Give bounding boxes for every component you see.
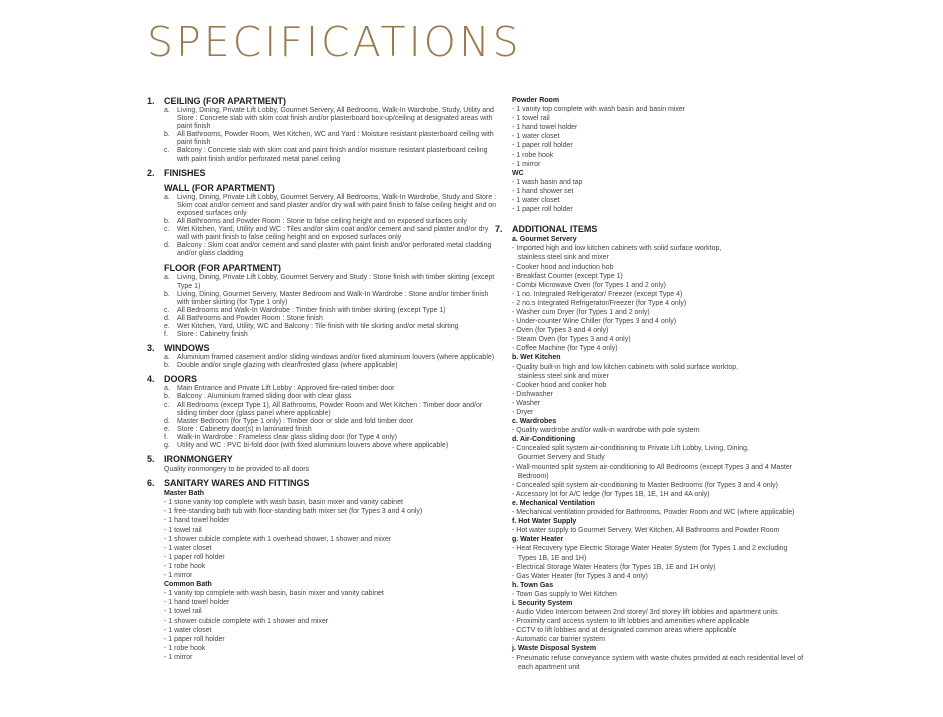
section-title: ADDITIONAL ITEMS xyxy=(512,224,598,235)
list-line: stainless steel sink and mixer xyxy=(512,372,609,380)
group-title: Master Bath xyxy=(164,490,205,498)
item-text: Living, Dining, Gourmet Servery, Master Bedroom and Walk-In Wardrobe : Stone and/or timber finish with timber skirting (for Type 1 only) xyxy=(177,290,489,306)
list-line: - 1 paper roll holder xyxy=(164,635,225,643)
item-text: Utility and WC : PVC bi-fold door (with fixed aluminium louvers above where applicable) xyxy=(177,442,449,449)
section-number: 5. xyxy=(147,454,155,465)
section-body xyxy=(164,96,497,164)
section-number: 3. xyxy=(147,343,155,354)
section-body xyxy=(164,168,497,340)
item-text: Main Entrance and Private Lift Lobby : Approved fire-rated timber door xyxy=(177,385,395,393)
list-line: - 1 mirror xyxy=(164,653,193,661)
spec-item xyxy=(164,434,497,442)
list-line: - 1 robe hook xyxy=(164,644,206,652)
item-letter: b. xyxy=(164,362,170,370)
list-line: - 1 hand towel holder xyxy=(164,599,230,607)
section-number: 2. xyxy=(147,167,155,178)
spec-section xyxy=(147,96,497,164)
spec-item xyxy=(164,402,497,418)
list-line: - 1 shower cubicle complete with 1 shower and mixer xyxy=(164,617,329,625)
right-column xyxy=(495,96,820,674)
list-line: - Dryer xyxy=(512,409,534,416)
sanitary-continued xyxy=(495,96,820,214)
section-number: 7. xyxy=(495,224,503,235)
section-number: 6. xyxy=(147,478,155,489)
item-letter: c. xyxy=(164,226,170,234)
item-letter: d. xyxy=(164,242,170,250)
item-letter: c. xyxy=(164,401,170,409)
group-title: Common Bath xyxy=(164,581,212,589)
spec-item xyxy=(164,442,497,450)
list-line: - Imported high and low kitchen cabinets with solid surface worktop, xyxy=(512,245,722,253)
list-line: - Quality built-in high and low kitchen cabinets with solid surface worktop, xyxy=(512,363,739,371)
item-letter: e. xyxy=(164,322,170,330)
list-line: - 1 towel rail xyxy=(164,526,202,534)
list-line: - 2 no.s Integrated Refrigerator/Freezer (for Type 4 only) xyxy=(512,299,687,307)
spec-section xyxy=(495,224,820,672)
section-title: CEILING (FOR APARTMENT) xyxy=(164,96,286,106)
item-text: Living, Dining, Private Lift Lobby, Gourmet Servery and Study : Stone finish with timber skirting (except Type 1) xyxy=(177,274,495,290)
item-text: Walk-In Wardrobe : Frameless clear glass sliding door (for Type 4 only) xyxy=(177,433,397,441)
list-line: - 1 vanity top complete with wash basin and basin mixer xyxy=(512,106,686,114)
spec-item xyxy=(164,291,497,307)
section-number: 4. xyxy=(147,374,155,385)
item-letter: d. xyxy=(164,314,170,322)
spec-item xyxy=(164,226,497,242)
list-line: - 1 mirror xyxy=(512,160,541,168)
spec-item xyxy=(164,426,497,434)
list-line: - 1 mirror xyxy=(164,572,193,580)
section-title: IRONMONGERY xyxy=(164,454,233,465)
list-line: - Cooker hood and induction hob xyxy=(512,263,614,271)
spec-item xyxy=(164,418,497,426)
list-line: - Dishwasher xyxy=(512,390,553,398)
list-line: - 1 no. Integrated Refrigerator/ Freezer (except Type 4) xyxy=(512,290,683,298)
item-letter: a. xyxy=(164,107,170,114)
item-letter: a. xyxy=(164,385,170,393)
spec-item xyxy=(164,315,497,323)
list-line: - Under-counter Wine Chiller (for Types 3 and 4 only) xyxy=(512,318,677,326)
list-line: - Mechanical ventilation provided for Bathrooms, Powder Room and WC (where applicable) xyxy=(512,509,795,517)
spec-item xyxy=(164,218,497,226)
item-letter: b. xyxy=(164,290,170,298)
item-letter: g. xyxy=(164,442,170,449)
list-line: - Gas Water Heater (for Types 3 and 4 only) xyxy=(512,572,648,580)
spec-section xyxy=(147,478,497,662)
list-line: - 1 water closet xyxy=(164,544,212,552)
spec-item xyxy=(164,107,497,131)
item-text: All Bathrooms, Powder Room, Wet Kitchen, WC and Yard : Moisture resistant plasterboard ceiling with paint finish xyxy=(177,131,494,147)
item-text: Balcony : Skim coat and/or cement and sand plaster with paint finish and/or perforated metal cladding and/or glass cladding xyxy=(177,242,492,258)
list-line: - 1 towel rail xyxy=(164,608,202,616)
item-text: Wet Kitchen, Yard, Utility, WC and Balcony : Tile finish with tile skirting and/or metal skirting xyxy=(177,322,459,330)
list-line: - Combi Microwave Oven (for Types 1 and 2 only) xyxy=(512,281,666,289)
list-line: Gourmet Servery and Study xyxy=(512,454,605,462)
list-line: - Heat Recovery type Electric Storage Water Heater System (for Types 1 and 2 excluding xyxy=(512,545,788,553)
item-text: Store : Cabinetry finish xyxy=(177,331,248,339)
spec-item xyxy=(164,131,497,147)
group-title: b. Wet Kitchen xyxy=(512,354,561,362)
item-letter: b. xyxy=(164,393,170,401)
item-text: Master Bedroom (for Type 1 only) : Timber door or slide and fold timber door xyxy=(177,417,414,425)
group-title: f. Hot Water Supply xyxy=(512,518,577,526)
list-line: - Cooker hood and cooker hob xyxy=(512,381,607,389)
spec-section xyxy=(147,454,497,474)
list-line: - 1 robe hook xyxy=(164,562,206,570)
list-line: - 1 hand towel holder xyxy=(164,517,230,525)
item-letter: f. xyxy=(164,331,168,339)
item-text: All Bedrooms and Walk-In Wardrobe : Timber finish with timber skirting (except Type 1) xyxy=(177,306,446,314)
list-line: - Electrical Storage Water Heaters (for Types 1B, 1E and 1H only) xyxy=(512,563,716,571)
group-title: g. Water Heater xyxy=(512,536,564,544)
list-line: - 1 wash basin and tap xyxy=(512,178,583,186)
spec-section xyxy=(147,168,497,340)
item-text: Aluminium framed casement and/or sliding windows and/or fixed aluminium louvers (where applicable) xyxy=(177,354,495,362)
item-text: Wet Kitchen, Yard, Utility and WC : Tiles and/or skim coat and/or cement and sand plaster and/or dry wall with paint finish to false ceiling height and on exposed surfaces only xyxy=(177,226,489,242)
section-title: DOORS xyxy=(164,374,198,385)
item-text: Living, Dining, Private Lift Lobby, Gourmet Servery, All Bedrooms, Walk-In Wardrobe, Study, Utility and Store : Concrete slab with skim coat finish and/or plasterboard box-up/ceiling at designated areas with paint finish xyxy=(177,107,494,131)
list-line: - Quality wardrobe and/or walk-in wardrobe with pole system xyxy=(512,427,700,435)
section-number: 1. xyxy=(147,96,155,106)
section-body xyxy=(164,454,497,474)
item-text: Balcony : Concrete slab with skim coat and paint finish and/or moisture resistant plasterboard ceiling with paint finish and/or perforated metal panel ceiling xyxy=(177,147,488,163)
item-letter: b. xyxy=(164,131,170,139)
spec-item xyxy=(164,393,497,401)
list-line: - Concealed split system air-conditioning to Master Bedrooms (for Types 3 and 4 only) xyxy=(512,481,778,489)
item-text: All Bedrooms (except Type 1), All Bathrooms, Powder Room and Wet Kitchen : Timber door and/or sliding timber door (glass panel where applicable) xyxy=(177,401,483,417)
group-title: d. Air-Conditioning xyxy=(512,436,576,444)
list-line: - Hot water supply to Gourmet Servery, Wet Kitchen, All Bathrooms and Powder Room xyxy=(512,527,780,535)
list-line: - 1 shower cubicle complete with 1 overhead shower, 1 shower and mixer xyxy=(164,535,392,543)
list-line: - Accessory lot for A/C ledge (for Types 1B, 1E, 1H and 4A only) xyxy=(512,490,710,498)
list-line: - 1 water closet xyxy=(512,197,560,205)
item-letter: c. xyxy=(164,306,170,314)
spec-item xyxy=(164,274,497,290)
list-line: Types 1B, 1E and 1H) xyxy=(512,554,587,562)
item-letter: e. xyxy=(164,425,170,433)
list-line: - Steam Oven (for Types 3 and 4 only) xyxy=(512,336,631,344)
list-line: - 1 paper roll holder xyxy=(512,142,573,150)
spec-item xyxy=(164,323,497,331)
list-line: - 1 free-standing bath tub with floor-standing bath mixer set (for Types 3 and 4 only) xyxy=(164,508,423,516)
spec-item xyxy=(164,362,497,370)
spec-item xyxy=(164,147,497,163)
section-body xyxy=(164,374,497,450)
page-title: SPECIFICATIONS xyxy=(147,18,522,66)
list-line: - 1 vanity top complete with wash basin, basin mixer and vanity cabinet xyxy=(164,590,384,598)
list-line: each apartment unit xyxy=(512,663,580,671)
list-line: stainless steel sink and mixer xyxy=(512,254,609,262)
list-line: - Town Gas supply to Wet Kitchen xyxy=(512,590,617,598)
list-line: - Washer xyxy=(512,399,541,407)
left-column xyxy=(147,96,497,666)
list-line: - Pneumatic refuse conveyance system with waste chutes provided at each residential level of xyxy=(512,654,804,662)
section-title: FINISHES xyxy=(164,167,206,178)
list-line: - 1 stone vanity top complete with wash basin, basin mixer and vanity cabinet xyxy=(164,499,403,507)
list-line: - 1 hand towel holder xyxy=(512,124,578,132)
group-title: a. Gourmet Servery xyxy=(512,236,577,244)
section-body xyxy=(164,343,497,370)
item-letter: a. xyxy=(164,193,170,201)
section-body xyxy=(512,224,820,672)
subsection-title: FLOOR (FOR APARTMENT) xyxy=(164,263,281,274)
item-letter: a. xyxy=(164,274,170,282)
list-line: - 1 hand shower set xyxy=(512,187,574,195)
list-line: - 1 robe hook xyxy=(512,151,554,159)
group-title: j. Waste Disposal System xyxy=(512,645,597,653)
list-line: - Concealed split system air-conditioning to Private Lift Lobby, Living, Dining, xyxy=(512,445,749,453)
item-text: All Bathrooms and Powder Room : Stone finish xyxy=(177,314,323,322)
list-line: - Wall-mounted split system air-conditioning to All Bedrooms (except Types 3 and 4 Master xyxy=(512,463,793,471)
list-line: - Proximity card access system to lift lobbies and amenities where applicable xyxy=(512,618,750,626)
item-letter: d. xyxy=(164,417,170,425)
item-text: Balcony : Aluminium framed sliding door with clear glass xyxy=(177,393,352,401)
list-line: - CCTV to lift lobbies and at designated common areas where applicable xyxy=(512,627,737,635)
group-title: h. Town Gas xyxy=(512,581,554,589)
group-title: c. Wardrobes xyxy=(512,418,557,426)
group-title: e. Mechanical Ventilation xyxy=(512,499,595,507)
item-text: Living, Dining, Private Lift Lobby, Gourmet Servery, All Bedrooms, Walk-In Wardrobe, Study and Store : Skim coat and/or cement and sand plaster and/or dry wall with paint finish to false ceiling height and on exposed surfaces only xyxy=(177,193,497,217)
spec-item xyxy=(164,194,497,218)
list-line: - 1 towel rail xyxy=(512,115,550,123)
item-text: Double and/or single glazing with clear/frosted glass (where applicable) xyxy=(177,362,398,370)
subsection-title: WALL (FOR APARTMENT) xyxy=(164,182,275,193)
item-letter: b. xyxy=(164,217,170,225)
list-line: - Oven (for Types 3 and 4 only) xyxy=(512,327,609,335)
item-text: All Bathrooms and Powder Room : Stone to false ceiling height and on exposed surfaces only xyxy=(177,217,467,225)
list-line: - 1 paper roll holder xyxy=(164,553,225,561)
group-title: Powder Room xyxy=(512,97,560,104)
list-line: - Audio Video Intercom between 2nd storey/ 3rd storey lift lobbies and apartment units xyxy=(512,609,778,617)
item-letter: c. xyxy=(164,147,170,155)
spec-section xyxy=(147,343,497,370)
item-letter: a. xyxy=(164,354,170,362)
section-title: WINDOWS xyxy=(164,343,210,354)
spec-item xyxy=(164,242,497,258)
list-line: - 1 water closet xyxy=(164,626,212,634)
spec-item xyxy=(164,354,497,362)
item-letter: f. xyxy=(164,433,168,441)
item-text: Store : Cabinetry door(s) in laminated finish xyxy=(177,425,312,433)
group-title: i. Security System xyxy=(512,599,573,607)
list-line: - 1 paper roll holder xyxy=(512,206,573,214)
section-body xyxy=(164,478,497,662)
group-title: WC xyxy=(512,169,524,177)
list-line: - Breakfast Counter (except Type 1) xyxy=(512,272,623,280)
spec-item xyxy=(164,307,497,315)
spec-section xyxy=(147,374,497,450)
list-line: - 1 water closet xyxy=(512,133,560,141)
list-line: Bedroom) xyxy=(512,472,549,480)
list-line: - Coffee Machine (for Type 4 only) xyxy=(512,345,618,353)
list-line: - Automatic car barrier system xyxy=(512,636,605,644)
section-title: SANITARY WARES AND FITTINGS xyxy=(164,478,310,489)
list-line: - Washer cum Dryer (for Types 1 and 2 only) xyxy=(512,308,650,316)
spec-item xyxy=(164,385,497,393)
section-text: Quality ironmongery to be provided to all doors xyxy=(164,466,310,474)
spec-item xyxy=(164,331,497,339)
